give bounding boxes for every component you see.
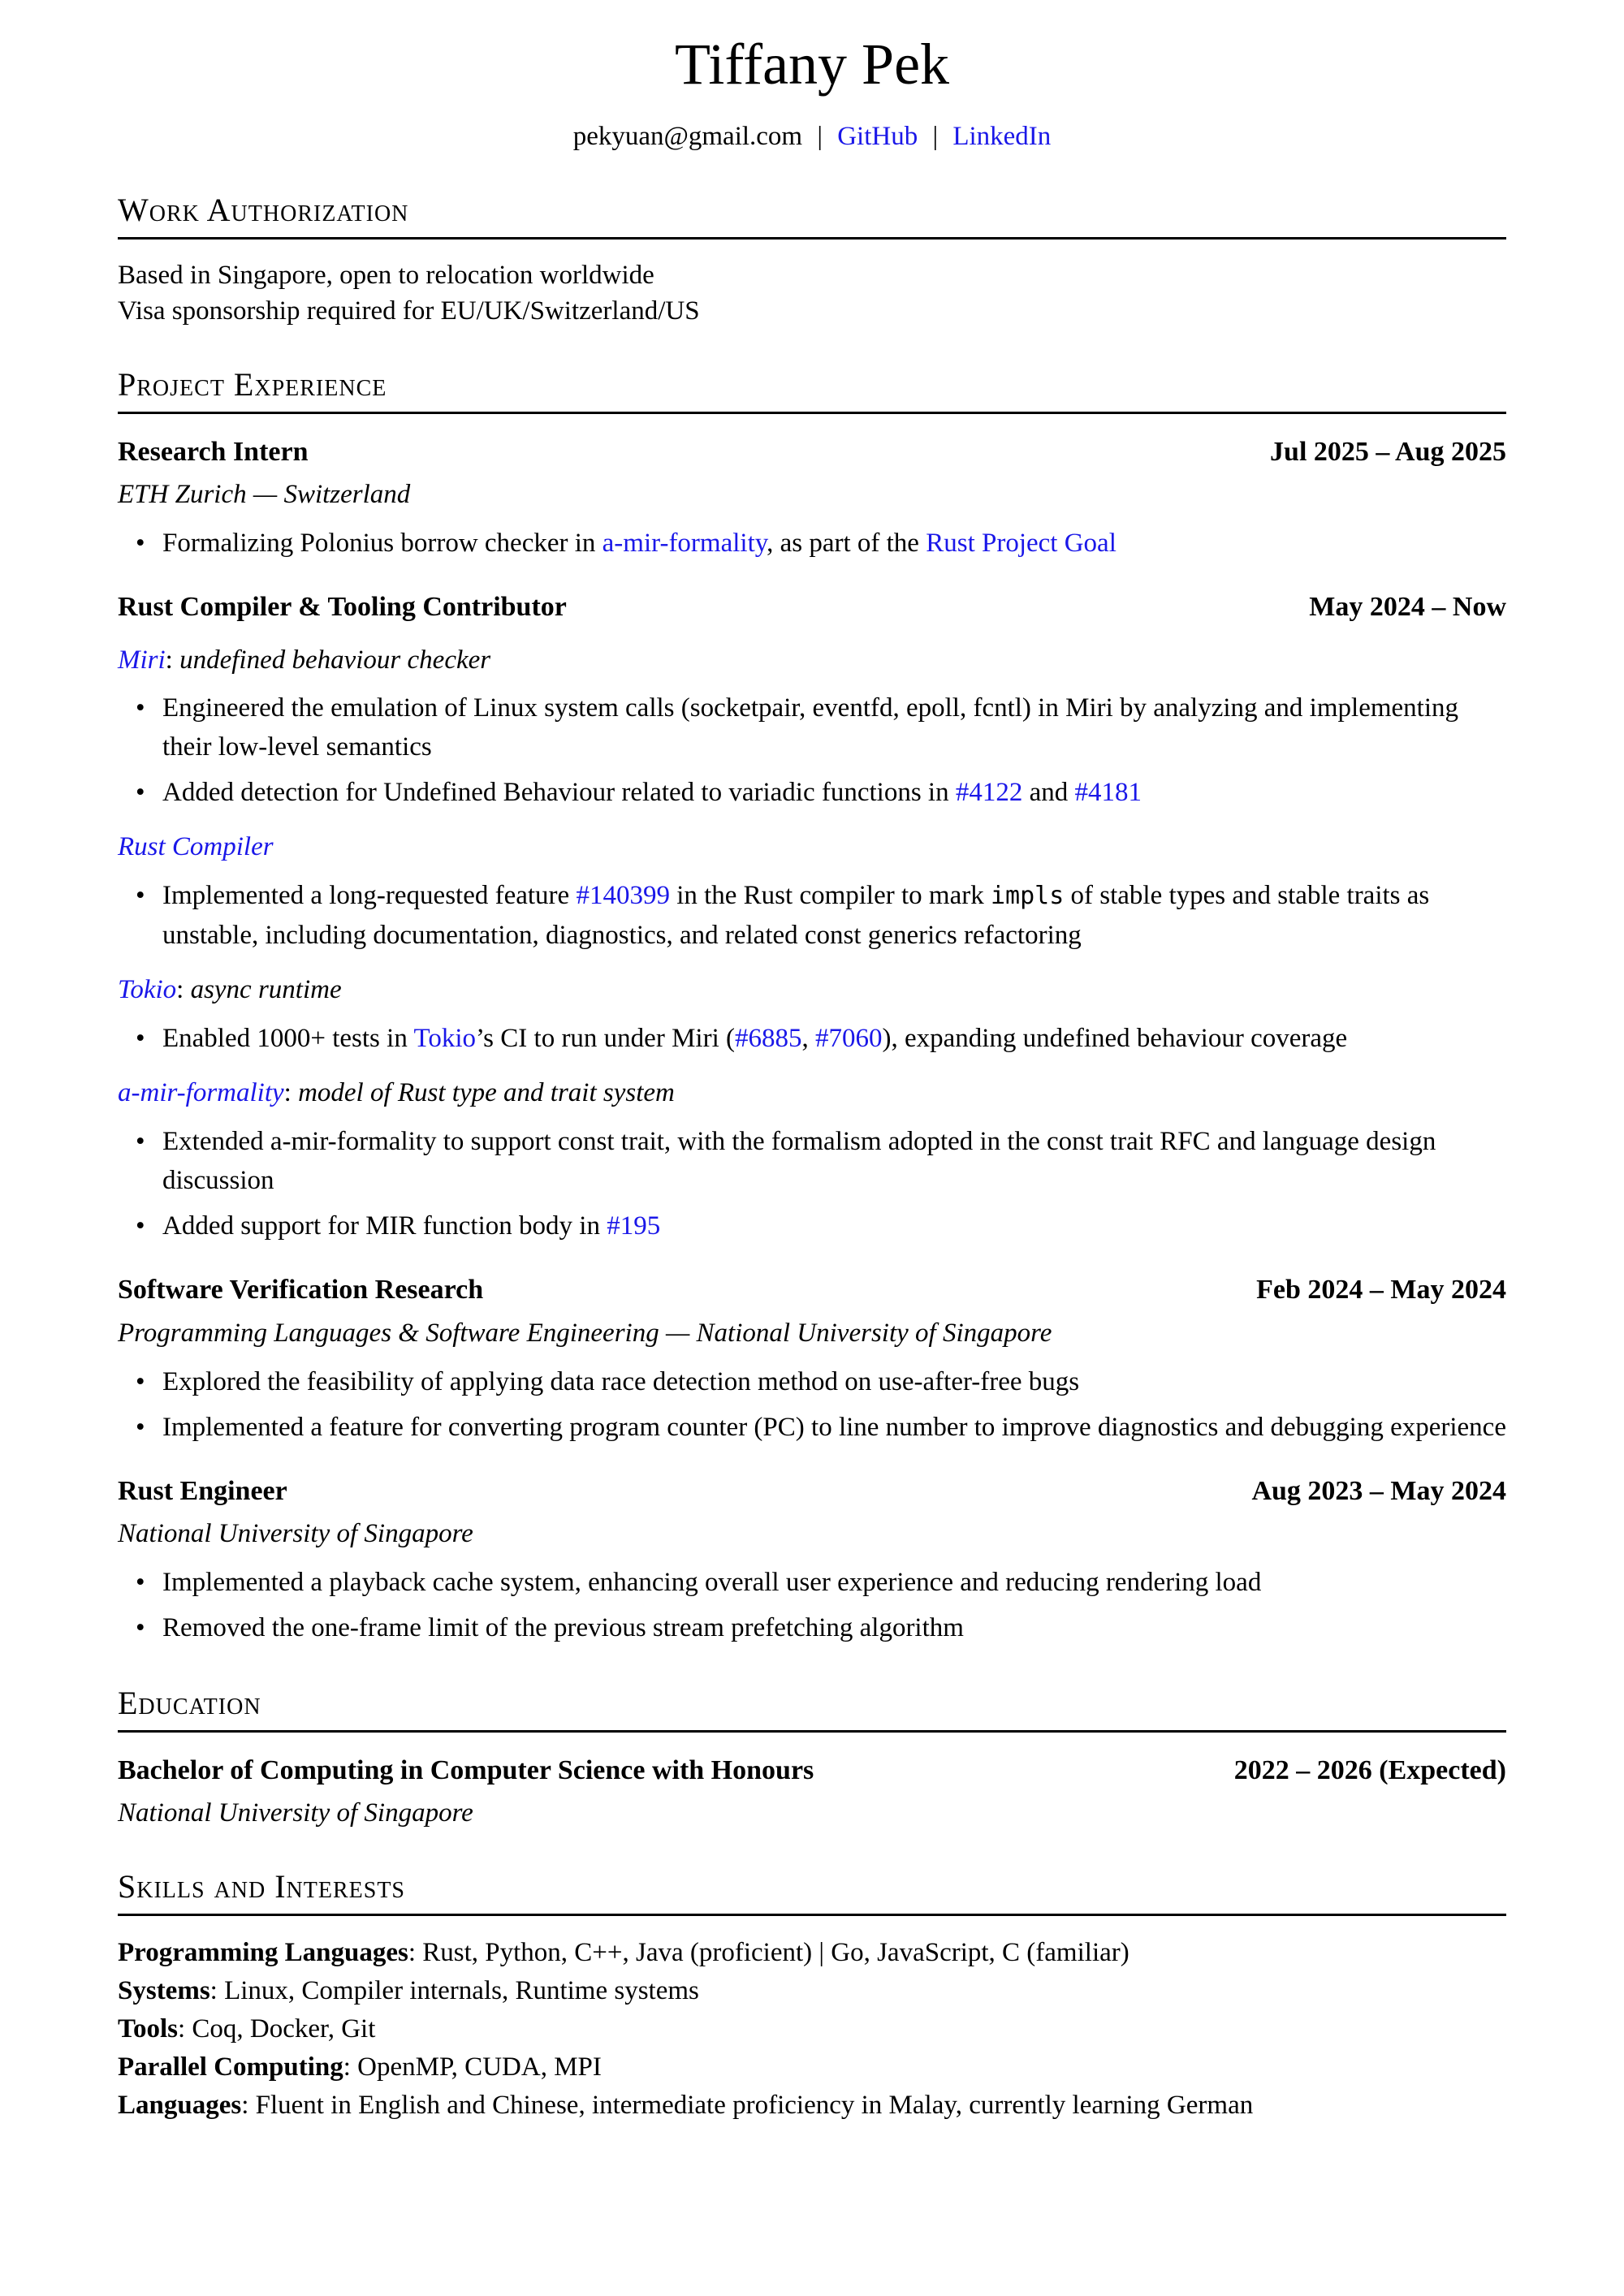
inline-link[interactable]: a-mir-formality: [118, 1078, 284, 1108]
bullet-item: [162, 1608, 1506, 1647]
text-run: : Coq, Docker, Git: [178, 2014, 376, 2044]
entry-subtitle: [118, 1316, 1506, 1351]
section-education: [118, 1685, 1506, 1831]
experience-entry: [118, 1273, 1506, 1446]
experience-entry: [118, 435, 1506, 563]
entry-title: Research Intern: [118, 436, 309, 467]
section-body: [118, 257, 1506, 329]
entry-header-row: [118, 1754, 1506, 1789]
text-run: : OpenMP, CUDA, MPI: [343, 2052, 602, 2082]
text-run: async runtime: [190, 975, 342, 1005]
section-work-authorization: [118, 192, 1506, 329]
inline-link[interactable]: #195: [607, 1211, 661, 1241]
person-name: Tiffany Pek: [674, 32, 950, 97]
bullet-item: [162, 1122, 1506, 1200]
text-run: ), expanding undefined behaviour coverage: [882, 1024, 1348, 1054]
section-rule: [118, 1914, 1506, 1916]
experience-entry: [118, 1474, 1506, 1647]
text-run: Implemented a playback cache system, enhancing overall user experience and reducing rendering load: [162, 1567, 1262, 1597]
text-run: Removed the one-frame limit of the previous stream prefetching algorithm: [162, 1612, 964, 1642]
contact-email: pekyuan@gmail.com: [572, 121, 803, 151]
inline-link[interactable]: #4181: [1074, 778, 1142, 808]
project-label: [118, 1076, 1506, 1111]
text-run: , as part of the: [767, 529, 926, 559]
bullet-item: [162, 688, 1506, 766]
project-label: [118, 830, 1506, 865]
contact-separator: |: [932, 121, 939, 151]
entry-header-row: [118, 590, 1506, 625]
inline-link[interactable]: a-mir-formality: [602, 529, 767, 559]
text-run: Extended a-mir-formality to support const trait, with the formalism adopted in the const trait RFC and language design discussion: [162, 1127, 1436, 1196]
section-rule: [118, 1730, 1506, 1733]
text-line: [118, 257, 1506, 293]
section-project-experience: [118, 366, 1506, 1647]
entry-dates: Aug 2023 – May 2024: [1251, 1475, 1506, 1506]
skills-line: [118, 1972, 1506, 2010]
bullet-list: [118, 1122, 1506, 1245]
bullet-item: [162, 524, 1506, 563]
text-run: Implemented a long-requested feature: [162, 881, 577, 911]
bullet-item: [162, 1408, 1506, 1447]
entry-dates: Feb 2024 – May 2024: [1256, 1275, 1506, 1306]
text-run: : Fluent in English and Chinese, intermediate proficiency in Malay, currently learning German: [241, 2091, 1254, 2121]
entry-dates: Jul 2025 – Aug 2025: [1270, 436, 1506, 467]
text-run: Tools: [118, 2014, 178, 2044]
project-label: [118, 643, 1506, 678]
entry-subtitle: [118, 1517, 1506, 1552]
text-run: Enabled 1000+ tests in: [162, 1024, 414, 1054]
text-run: :: [176, 975, 191, 1005]
experience-entry: [118, 590, 1506, 1245]
inline-link[interactable]: Miri: [118, 645, 166, 675]
text-run: Programming Languages & Software Engineering — National University of Singapore: [118, 1318, 1052, 1348]
text-run: National University of Singapore: [118, 1519, 473, 1549]
inline-link[interactable]: Rust Project Goal: [926, 529, 1116, 559]
bullet-list: [118, 1563, 1506, 1647]
text-run: ETH Zurich — Switzerland: [118, 480, 411, 510]
entry-dates: 2022 – 2026 (Expected): [1233, 1754, 1506, 1785]
text-run: Added detection for Undefined Behaviour related to variadic functions in: [162, 778, 956, 808]
text-run: National University of Singapore: [118, 1798, 473, 1828]
text-run: :: [283, 1078, 299, 1108]
text-run: Explored the feasibility of applying data race detection method on use-after-free bugs: [162, 1366, 1080, 1396]
section-body: [118, 1934, 1506, 2125]
project-label: [118, 973, 1506, 1008]
text-run: Languages: [118, 2091, 242, 2121]
text-run: Formalizing Polonius borrow checker in: [162, 529, 603, 559]
entry-subtitle: [118, 477, 1506, 512]
bullet-list: [118, 524, 1506, 563]
entry-title: Bachelor of Computing in Computer Science with Honours: [118, 1754, 814, 1785]
section-title: Work Authorization: [118, 191, 409, 228]
bullet-list: [118, 1362, 1506, 1447]
inline-link[interactable]: #6885: [734, 1024, 802, 1054]
entry-title: Software Verification Research: [118, 1275, 484, 1306]
section-skills-and-interests: [118, 1868, 1506, 2125]
text-run: :: [165, 645, 180, 675]
text-line: [118, 293, 1506, 329]
contact-line: [118, 119, 1506, 154]
entry-header-row: [118, 1273, 1506, 1308]
inline-link[interactable]: Rust Compiler: [118, 832, 274, 862]
text-run: Parallel Computing: [118, 2052, 343, 2082]
text-run: Added support for MIR function body in: [162, 1211, 607, 1241]
bullet-item: [162, 1362, 1506, 1401]
text-run: Based in Singapore, open to relocation worldwide: [118, 260, 654, 290]
text-run: Systems: [118, 1976, 210, 2006]
text-run: undefined behaviour checker: [179, 645, 491, 675]
bullet-item: [162, 1206, 1506, 1245]
inline-link[interactable]: #140399: [576, 881, 670, 911]
entry-subtitle: [118, 1796, 1506, 1831]
section-rule: [118, 412, 1506, 414]
text-run: Implemented a feature for converting program counter (PC) to line number to improve diagnostics and debugging experience: [162, 1412, 1506, 1442]
text-run: in the Rust compiler to mark: [669, 881, 991, 911]
section-body: [118, 1754, 1506, 1831]
text-run: ,: [801, 1024, 815, 1054]
skills-line: [118, 2010, 1506, 2048]
inline-link[interactable]: Tokio: [118, 975, 177, 1005]
section-rule: [118, 237, 1506, 240]
text-run: model of Rust type and trait system: [298, 1078, 675, 1108]
bullet-list: [118, 876, 1506, 955]
entry-header-row: [118, 1474, 1506, 1509]
entry-header-row: [118, 435, 1506, 470]
text-run: and: [1022, 778, 1075, 808]
skills-line: [118, 1934, 1506, 1972]
bullet-item: [162, 876, 1506, 955]
text-run: Programming Languages: [118, 1938, 408, 1968]
inline-link[interactable]: #4122: [955, 778, 1023, 808]
text-run: Visa sponsorship required for EU/UK/Switzerland/US: [118, 296, 700, 326]
section-title: Education: [118, 1684, 261, 1721]
text-run: of stable types and stable traits as unstable, including documentation, diagnostics, and related const generics refactoring: [162, 881, 1430, 951]
skills-line: [118, 2048, 1506, 2087]
bullet-item: [162, 1563, 1506, 1602]
text-run: : Rust, Python, C++, Java (proficient) | Go, JavaScript, C (familiar): [408, 1938, 1129, 1968]
bullet-list: [118, 688, 1506, 812]
linkedin-link[interactable]: LinkedIn: [952, 121, 1052, 151]
section-title: Skills and Interests: [118, 1868, 406, 1905]
entry-title: Rust Engineer: [118, 1475, 287, 1506]
bullet-list: [118, 1019, 1506, 1058]
text-run: : Linux, Compiler internals, Runtime systems: [209, 1976, 699, 2006]
experience-entry: [118, 1754, 1506, 1831]
contact-separator: |: [817, 121, 823, 151]
entry-dates: May 2024 – Now: [1309, 592, 1506, 623]
resume-sections: [118, 192, 1506, 2126]
text-run: Engineered the emulation of Linux system calls (socketpair, eventfd, epoll, fcntl) in Miri by analyzing and implementing their low-level semantics: [162, 693, 1458, 762]
bullet-item: [162, 773, 1506, 812]
bullet-item: [162, 1019, 1506, 1058]
section-body: [118, 435, 1506, 1647]
text-run: impls: [990, 882, 1065, 911]
inline-link[interactable]: #7060: [814, 1024, 883, 1054]
skills-line: [118, 2087, 1506, 2125]
entry-title: Rust Compiler & Tooling Contributor: [118, 592, 567, 623]
text-run: ’s CI to run under Miri (: [476, 1024, 735, 1054]
inline-link[interactable]: Tokio: [413, 1024, 477, 1054]
section-title: Project Experience: [118, 365, 387, 403]
github-link[interactable]: GitHub: [837, 121, 918, 151]
